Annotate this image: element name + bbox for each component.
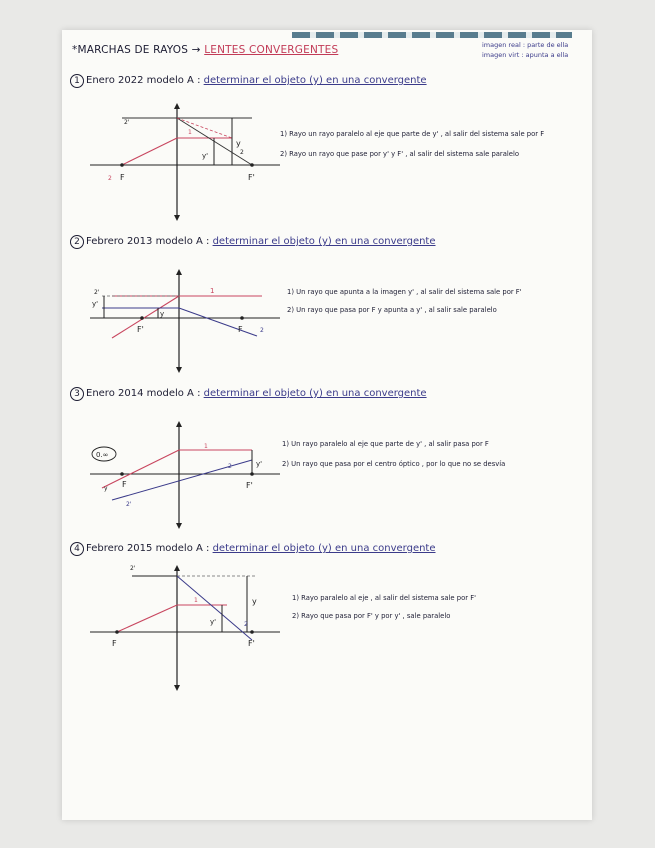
focus-Fp xyxy=(250,163,254,167)
notebook-page xyxy=(62,30,592,820)
page-title-topic: LENTES CONVERGENTES xyxy=(204,44,339,56)
lens-arrow-bottom xyxy=(176,367,182,373)
section-2-note-1: 1) Un rayo que apunta a la imagen y' , al salir del sistema sale por F' xyxy=(287,288,522,296)
section-1-note-2: 2) Rayo un rayo que pase por y' y F' , al salir del sistema sale paralelo xyxy=(280,150,519,158)
section-1-note-1: 1) Rayo un rayo paralelo al eje que parte de y' , al salir del sistema sale por F xyxy=(280,130,545,138)
section-2-note-2: 2) Un rayo que pasa por F y apunta a y' , al salir sale paralelo xyxy=(287,306,497,314)
section-1-heading: 1 Enero 2022 modelo A : determinar el objeto (y) en una convergente xyxy=(70,74,427,88)
label-yp: y' xyxy=(210,618,217,626)
label-y: y xyxy=(160,310,165,318)
ray-2-blue xyxy=(177,576,252,640)
label-r2: 2' xyxy=(94,289,100,296)
lens-arrow-top xyxy=(176,269,182,275)
label-ray1: 1 xyxy=(204,443,208,450)
label-F: F xyxy=(122,480,127,489)
ray-1-red-in xyxy=(112,296,179,338)
focus-F xyxy=(240,316,244,320)
section-3-note-2: 2) Un rayo que pasa por el centro óptico , por lo que no se desvía xyxy=(282,460,506,468)
label-y: y xyxy=(252,597,257,606)
label-yp: y' xyxy=(92,300,99,308)
section-number: 2 xyxy=(70,235,84,249)
legend-real: imagen real : parte de ella xyxy=(482,41,569,49)
ray-2-blue-out xyxy=(179,308,257,336)
label-yp: y' xyxy=(202,152,209,160)
label-ray2: 2 xyxy=(240,149,244,156)
lens-arrow-top xyxy=(176,421,182,427)
label-yp: y' xyxy=(256,460,263,468)
lens-arrow-top xyxy=(174,565,180,571)
image-legend xyxy=(482,40,568,60)
section-4-note-1: 1) Rayo paralelo al eje , al salir del sistema sale por F' xyxy=(292,594,476,602)
focus-F xyxy=(115,630,119,634)
ray-1-red-in xyxy=(102,450,179,488)
label-ray2b: 2 xyxy=(108,175,112,182)
section-4-heading: 4 Febrero 2015 modelo A : determinar el objeto (y) en una convergente xyxy=(70,542,436,556)
label-ray2c: 2' xyxy=(124,119,130,126)
ray-1-red xyxy=(122,138,177,165)
label-Fp: F' xyxy=(248,639,255,648)
lens-arrow-bottom xyxy=(176,523,182,529)
label-y: y xyxy=(236,139,241,148)
section-number: 3 xyxy=(70,387,84,401)
label-ray1: 1 xyxy=(194,597,198,604)
legend-virtual: imagen virt : apunta a ella xyxy=(482,51,569,59)
focus-F xyxy=(120,472,124,476)
section-3-note-1: 1) Un rayo paralelo al eje que parte de y' , al salir pasa por F xyxy=(282,440,489,448)
page-title: *MARCHAS DE RAYOS → LENTES CONVERGENTES xyxy=(72,44,339,56)
label-y: y xyxy=(104,485,108,492)
section-1-diagram xyxy=(82,100,282,220)
label-ray1: 1 xyxy=(210,287,215,295)
ray-1-red-in xyxy=(117,605,177,632)
label-Fp: F' xyxy=(248,173,255,182)
section-2-heading: 2 Febrero 2013 modelo A : determinar el objeto (y) en una convergente xyxy=(70,235,436,249)
tape-strip xyxy=(292,32,572,38)
section-number: 4 xyxy=(70,542,84,556)
focus-Fp xyxy=(250,630,254,634)
section-2-diagram xyxy=(82,268,282,373)
section-3-heading: 3 Enero 2014 modelo A : determinar el objeto (y) en una convergente xyxy=(70,387,427,401)
section-4-diagram xyxy=(82,560,282,690)
label-r2: 2' xyxy=(126,501,132,508)
label-ray1: 1 xyxy=(188,129,192,136)
label-F: F xyxy=(112,639,117,648)
focus-Fp xyxy=(140,316,144,320)
label-Fp: F' xyxy=(246,481,253,490)
lens-arrow-top xyxy=(174,103,180,109)
label-F: F xyxy=(238,325,243,334)
label-ray2: 2 xyxy=(260,327,264,334)
section-3-diagram xyxy=(82,420,282,530)
label-F: F xyxy=(120,173,125,182)
label-inf: 0.∞ xyxy=(96,451,109,459)
section-4-note-2: 2) Rayo que pasa por F' y por y' , sale paralelo xyxy=(292,612,451,620)
lens-arrow-bottom xyxy=(174,215,180,221)
label-r2: 2' xyxy=(130,565,136,572)
section-number: 1 xyxy=(70,74,84,88)
focus-Fp xyxy=(250,472,254,476)
label-Fp: F' xyxy=(137,325,144,334)
focus-F xyxy=(120,163,124,167)
lens-arrow-bottom xyxy=(174,685,180,691)
label-ray2: 2 xyxy=(244,621,248,628)
label-ray2: 2 xyxy=(228,463,232,470)
